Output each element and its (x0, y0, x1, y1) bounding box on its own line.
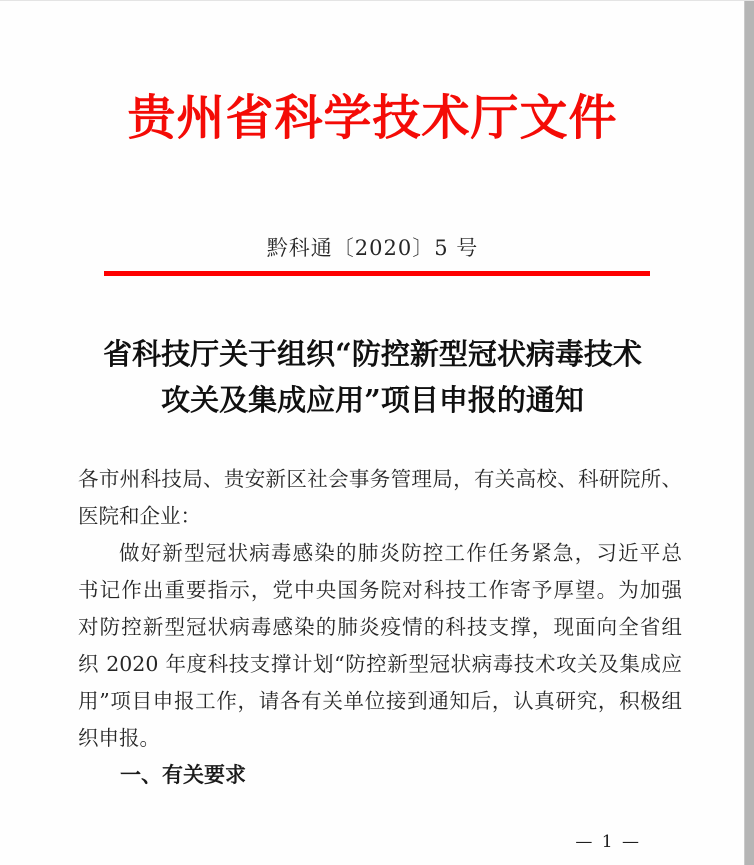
red-separator-rule (104, 271, 650, 276)
notice-title-line-2: 攻关及集成应用”项目申报的通知 (161, 383, 584, 417)
salutation-line-2: 医院和企业： (78, 504, 201, 528)
document-reference-number: 黔科通〔2020〕5 号 (266, 236, 479, 260)
page-edge-strip (744, 1, 754, 865)
body-paragraph-line-4: 织 2020 年度科技支撑计划“防控新型冠状病毒技术攻关及集成应 (78, 652, 682, 676)
body-paragraph-line-3: 对防控新型冠状病毒感染的肺炎疫情的科技支撑，现面向全省组 (78, 615, 682, 639)
section-heading-requirements: 一、有关要求 (120, 763, 246, 787)
body-paragraph-line-2: 书记作出重要指示，党中央国务院对科技工作寄予厚望。为加强 (78, 578, 682, 602)
body-paragraph-line-6: 织申报。 (78, 726, 160, 750)
document-body (78, 461, 682, 794)
body-paragraph-line-1: 做好新型冠状病毒感染的肺炎防控工作任务紧急，习近平总 (119, 541, 682, 565)
notice-title (0, 331, 745, 423)
document-letterhead-title: 贵州省科学技术厅文件 (127, 90, 618, 146)
notice-title-line-1: 省科技厅关于组织“防控新型冠状病毒技术 (103, 337, 642, 371)
page-number: — 1 — (575, 832, 641, 852)
body-paragraph-line-5: 用”项目申报工作，请各有关单位接到通知后，认真研究，积极组 (78, 689, 682, 713)
salutation-line-1: 各市州科技局、贵安新区社会事务管理局，有关高校、科研院所、 (78, 467, 682, 491)
